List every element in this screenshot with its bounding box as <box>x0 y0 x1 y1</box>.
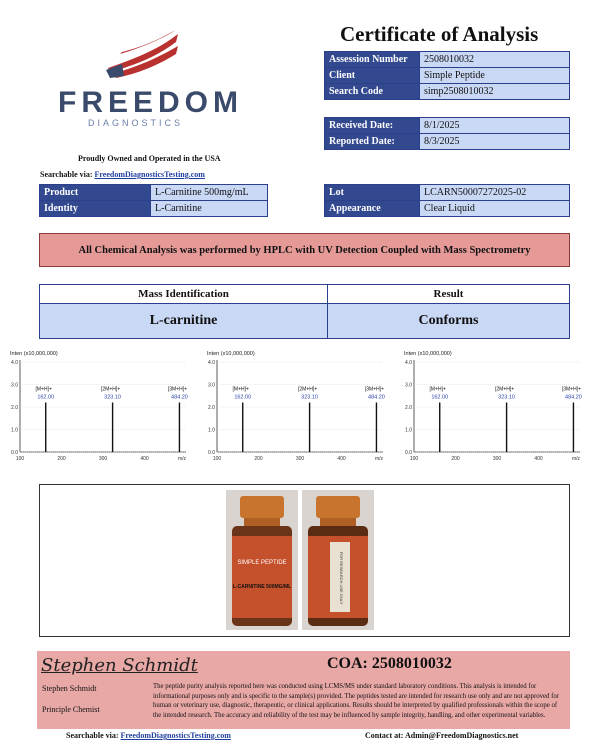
y-tick-label: 3.0 <box>208 382 215 389</box>
y-tick-label: 2.0 <box>11 405 18 411</box>
peak-label: [M+H]+ <box>232 386 249 393</box>
table-value: 2508010032 <box>420 52 570 68</box>
spectrum-chart-1 <box>8 348 198 468</box>
table-value: simp2508010032 <box>420 84 570 100</box>
method-banner: All Chemical Analysis was performed by HPLC with UV Detection Coupled with Mass Spectrometry <box>39 233 570 267</box>
result-header: Result <box>328 285 570 304</box>
table-value: L-Carnitine 500mg/mL <box>151 185 268 201</box>
table-row <box>325 52 570 68</box>
peak-mz-label: 162.00 <box>431 394 449 401</box>
table-key: Lot <box>325 185 420 201</box>
table-row <box>40 304 570 339</box>
searchable-label: Searchable via: <box>40 170 93 179</box>
peak-mz-label: 323.10 <box>301 394 319 401</box>
vial-product: L-CARNITINE 500MG/ML <box>232 584 292 590</box>
peak-label: [3M+H]+ <box>167 386 188 393</box>
y-tick-label: 1.0 <box>11 427 18 434</box>
table-value: 8/1/2025 <box>420 118 570 134</box>
x-tick-label: 100 <box>409 456 419 462</box>
peak-mz-label: 484.20 <box>565 394 582 401</box>
table-key: Reported Date: <box>325 134 420 150</box>
peak-label: [2M+H]+ <box>297 386 318 393</box>
mass-table <box>39 284 570 339</box>
contact-text: Contact at: Admin@FreedomDiagnostics.net <box>365 731 519 740</box>
x-tick-label: 200 <box>451 456 460 462</box>
table-row <box>40 201 268 217</box>
table-key: Identity <box>40 201 151 217</box>
peak-mz-label: 484.20 <box>368 394 385 401</box>
peak-mz-label: 484.20 <box>171 394 188 401</box>
table-key: Assession Number <box>325 52 420 68</box>
peak-label: [3M+H]+ <box>364 386 385 393</box>
signer-role: Principle Chemist <box>42 705 100 714</box>
dates-table <box>324 117 570 150</box>
chart-title: Inten (x10,000,000) <box>207 351 255 357</box>
y-tick-label: 3.0 <box>405 382 412 389</box>
x-tick-label: 200 <box>57 456 66 462</box>
x-tick-label: 300 <box>98 456 108 462</box>
bottom-searchable-link[interactable]: FreedomDiagnosticsTesting.com <box>120 731 231 740</box>
peak-mz-label: 323.10 <box>498 394 516 401</box>
x-tick-label: 300 <box>295 456 305 462</box>
y-tick-label: 2.0 <box>208 405 215 411</box>
peak-label: [M+H]+ <box>429 386 446 393</box>
peak-label: [2M+H]+ <box>494 386 515 393</box>
signature: Stephen Schmidt <box>41 655 198 676</box>
result-value: Conforms <box>328 304 570 339</box>
product-photo-frame <box>39 484 570 637</box>
chart-title: Inten (x10,000,000) <box>404 351 452 357</box>
vial-side-text: FOR RESEARCH USE ONLY <box>339 551 344 605</box>
table-row <box>40 285 570 304</box>
x-tick-label: m/z <box>177 456 187 462</box>
header-table <box>324 51 570 100</box>
peak-mz-label: 323.10 <box>104 394 122 401</box>
x-tick-label: 200 <box>254 456 263 462</box>
table-key: Client <box>325 68 420 84</box>
flag-logo-icon <box>100 30 180 80</box>
owned-text: Proudly Owned and Operated in the USA <box>78 154 221 163</box>
bottom-searchable-label: Searchable via: <box>66 731 119 740</box>
peak-label: [2M+H]+ <box>100 386 121 393</box>
lot-table <box>324 184 570 217</box>
signer-name: Stephen Schmidt <box>42 684 97 693</box>
table-key: Search Code <box>325 84 420 100</box>
x-tick-label: 400 <box>140 456 149 462</box>
x-tick-label: m/z <box>571 456 581 462</box>
x-tick-label: 100 <box>15 456 25 462</box>
table-value: 8/3/2025 <box>420 134 570 150</box>
spectrum-chart-2 <box>205 348 395 468</box>
coa-number: COA: 2508010032 <box>327 655 452 672</box>
table-row <box>325 118 570 134</box>
product-table <box>39 184 268 217</box>
y-tick-label: 4.0 <box>11 360 18 366</box>
y-tick-label: 1.0 <box>405 427 412 434</box>
table-row <box>325 134 570 150</box>
y-tick-label: 4.0 <box>405 360 412 366</box>
peak-label: [3M+H]+ <box>561 386 582 393</box>
brand-sub: DIAGNOSTICS <box>88 118 184 128</box>
disclaimer: The peptide purity analysis reported here was conducted using LCMS/MS under standard laboratory conditions. This analysis is intended for informational purposes only and is specific to the sample(s) provided. The peptides tested are intended for research use only and are not approved for human or veterinary use, diagnostic, therapeutic, or clinical applications. Results should be interpreted by qualified professionals within the scope of the intended research. The accuracy and reliability of the test may be influenced by sample integrity, handling, and other experimental variables. <box>153 683 560 719</box>
mass-header: Mass Identification <box>40 285 328 304</box>
y-tick-label: 0.0 <box>405 450 412 456</box>
table-key: Appearance <box>325 201 420 217</box>
y-tick-label: 1.0 <box>208 427 215 434</box>
vial-photo <box>226 490 374 630</box>
mass-value: L-carnitine <box>40 304 328 339</box>
peak-label: [M+H]+ <box>35 386 52 393</box>
table-row <box>325 84 570 100</box>
y-tick-label: 2.0 <box>405 405 412 411</box>
table-key: Received Date: <box>325 118 420 134</box>
y-tick-label: 0.0 <box>11 450 18 456</box>
y-tick-label: 0.0 <box>208 450 215 456</box>
table-value: Simple Peptide <box>420 68 570 84</box>
table-row <box>325 185 570 201</box>
vial-brand: SIMPLE PEPTIDE <box>237 560 287 566</box>
searchable-link[interactable]: FreedomDiagnosticsTesting.com <box>94 170 205 179</box>
table-row <box>325 201 570 217</box>
footer-panel <box>37 651 570 729</box>
table-key: Product <box>40 185 151 201</box>
table-value: L-Carnitine <box>151 201 268 217</box>
table-row <box>325 68 570 84</box>
x-tick-label: 400 <box>337 456 346 462</box>
peak-mz-label: 162.00 <box>234 394 252 401</box>
y-tick-label: 3.0 <box>11 382 18 389</box>
searchable-top <box>40 170 205 179</box>
y-tick-label: 4.0 <box>208 360 215 366</box>
x-tick-label: 100 <box>212 456 222 462</box>
x-tick-label: 400 <box>534 456 543 462</box>
brand-name: FREEDOM <box>58 86 243 119</box>
chart-title: Inten (x10,000,000) <box>10 351 58 357</box>
page-title: Certificate of Analysis <box>340 22 539 46</box>
x-tick-label: m/z <box>374 456 384 462</box>
peak-mz-label: 162.00 <box>37 394 55 401</box>
table-value: LCARN50007272025-02 <box>420 185 570 201</box>
x-tick-label: 300 <box>492 456 502 462</box>
spectrum-chart-3 <box>402 348 592 468</box>
table-value: Clear Liquid <box>420 201 570 217</box>
bottom-searchable <box>66 731 231 740</box>
table-row <box>40 185 268 201</box>
